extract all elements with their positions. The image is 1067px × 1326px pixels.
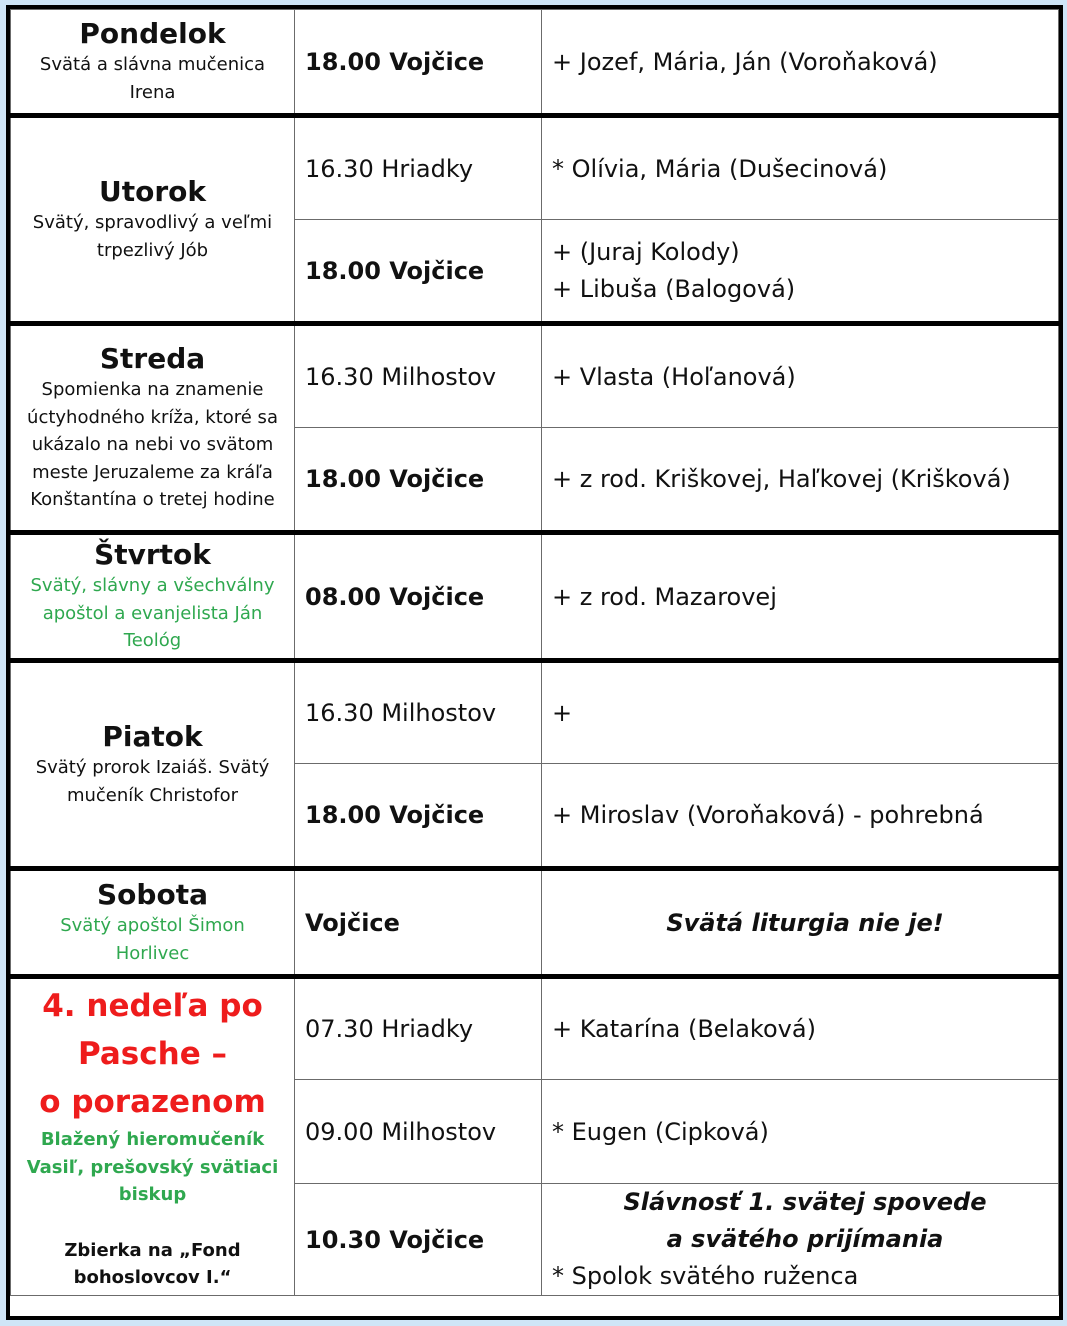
day-cell-pondelok: [11, 10, 295, 116]
feast-text: Spomienka na znamenie úctyhodného kríža, ktoré sa ukázalo na nebi vo svätom meste Jeruzaleme za kráľa Konštantína o tretej hodine: [27, 379, 278, 511]
row-sobota: [11, 869, 1059, 977]
row-streda-1: [11, 324, 1059, 428]
service-intention: + z rod. Kriškovej, Haľkovej (Krišková): [542, 428, 1059, 533]
service-time: 18.00 Vojčice: [295, 764, 542, 869]
service-time: 08.00 Vojčice: [295, 533, 542, 661]
service-time: 18.00 Vojčice: [295, 428, 542, 533]
service-time: 16.30 Milhostov: [295, 324, 542, 428]
sunday-title: o porazenom: [39, 1084, 266, 1121]
day-cell-sobota: [11, 869, 295, 977]
service-time: 07.30 Hriadky: [295, 977, 542, 1080]
service-time: Vojčice: [295, 869, 542, 977]
spacer: [11, 1209, 294, 1237]
intention-line: + Libuša (Balogová): [552, 274, 796, 303]
day-name: Piatok: [102, 720, 203, 753]
feast-text: Svätý, slávny a všechválny apoštol a evanjelista Ján Teológ: [30, 575, 275, 652]
day-cell-piatok: [11, 661, 295, 869]
day-cell-streda: [11, 324, 295, 533]
service-intention: * Olívia, Mária (Dušecinová): [542, 116, 1059, 220]
service-intention: + z rod. Mazarovej: [542, 533, 1059, 661]
service-time: 16.30 Milhostov: [295, 661, 542, 764]
row-stvrtok: [11, 533, 1059, 661]
liturgy-schedule-table: [10, 9, 1059, 1296]
day-name: Utorok: [98, 175, 207, 208]
service-time: 10.30 Vojčice: [295, 1184, 542, 1296]
day-cell-stvrtok: [11, 533, 295, 661]
service-intention: [542, 220, 1059, 324]
service-intention: + Miroslav (Voroňaková) - pohrebná: [542, 764, 1059, 869]
day-name: Pondelok: [79, 17, 226, 50]
service-intention: [542, 1184, 1059, 1296]
feast-text: Svätý prorok Izaiáš. Svätý mučeník Christofor: [35, 757, 270, 806]
service-intention: * Eugen (Cipková): [542, 1080, 1059, 1184]
feast-text: Svätý, spravodlivý a veľmi trpezlivý Jób: [32, 212, 273, 261]
day-name: Sobota: [97, 878, 208, 911]
feast-text: Svätá a slávna mučenica Irena: [39, 54, 266, 103]
day-name: Štvrtok: [94, 538, 211, 572]
service-intention: + Katarína (Belaková): [542, 977, 1059, 1080]
service-time: 16.30 Hriadky: [295, 116, 542, 220]
row-nedela-1: [11, 977, 1059, 1080]
intention-line: * Spolok svätého ruženca: [552, 1262, 859, 1290]
service-time: 09.00 Milhostov: [295, 1080, 542, 1184]
service-time: 18.00 Vojčice: [295, 220, 542, 324]
celebration-title: Slávnosť 1. svätej spovede: [623, 1188, 987, 1216]
service-time: 18.00 Vojčice: [295, 10, 542, 116]
row-utorok-1: [11, 116, 1059, 220]
row-pondelok: [11, 10, 1059, 116]
feast-text: Svätý apoštol Šimon Horlivec: [60, 915, 245, 964]
schedule-frame: [6, 5, 1063, 1320]
sunday-title: Pasche –: [77, 1036, 228, 1073]
service-intention: [542, 869, 1059, 977]
service-intention: +: [542, 661, 1059, 764]
day-cell-utorok: [11, 116, 295, 324]
service-intention: + Vlasta (Hoľanová): [542, 324, 1059, 428]
row-piatok-1: [11, 661, 1059, 764]
day-cell-nedela: [11, 977, 295, 1296]
collection-note: Zbierka na „Fond bohoslovcov I.“: [64, 1239, 241, 1289]
no-liturgy-note: Svätá liturgia nie je!: [666, 908, 944, 937]
sunday-title: 4. nedeľa po: [42, 988, 263, 1025]
sunday-saint: Blažený hieromučeník Vasiľ, prešovský svätiaci biskup: [26, 1129, 279, 1206]
intention-line: + (Juraj Kolody): [552, 237, 740, 266]
celebration-title: a svätého prijímania: [666, 1225, 944, 1253]
service-intention: + Jozef, Mária, Ján (Voroňaková): [542, 10, 1059, 116]
day-name: Streda: [99, 342, 206, 376]
